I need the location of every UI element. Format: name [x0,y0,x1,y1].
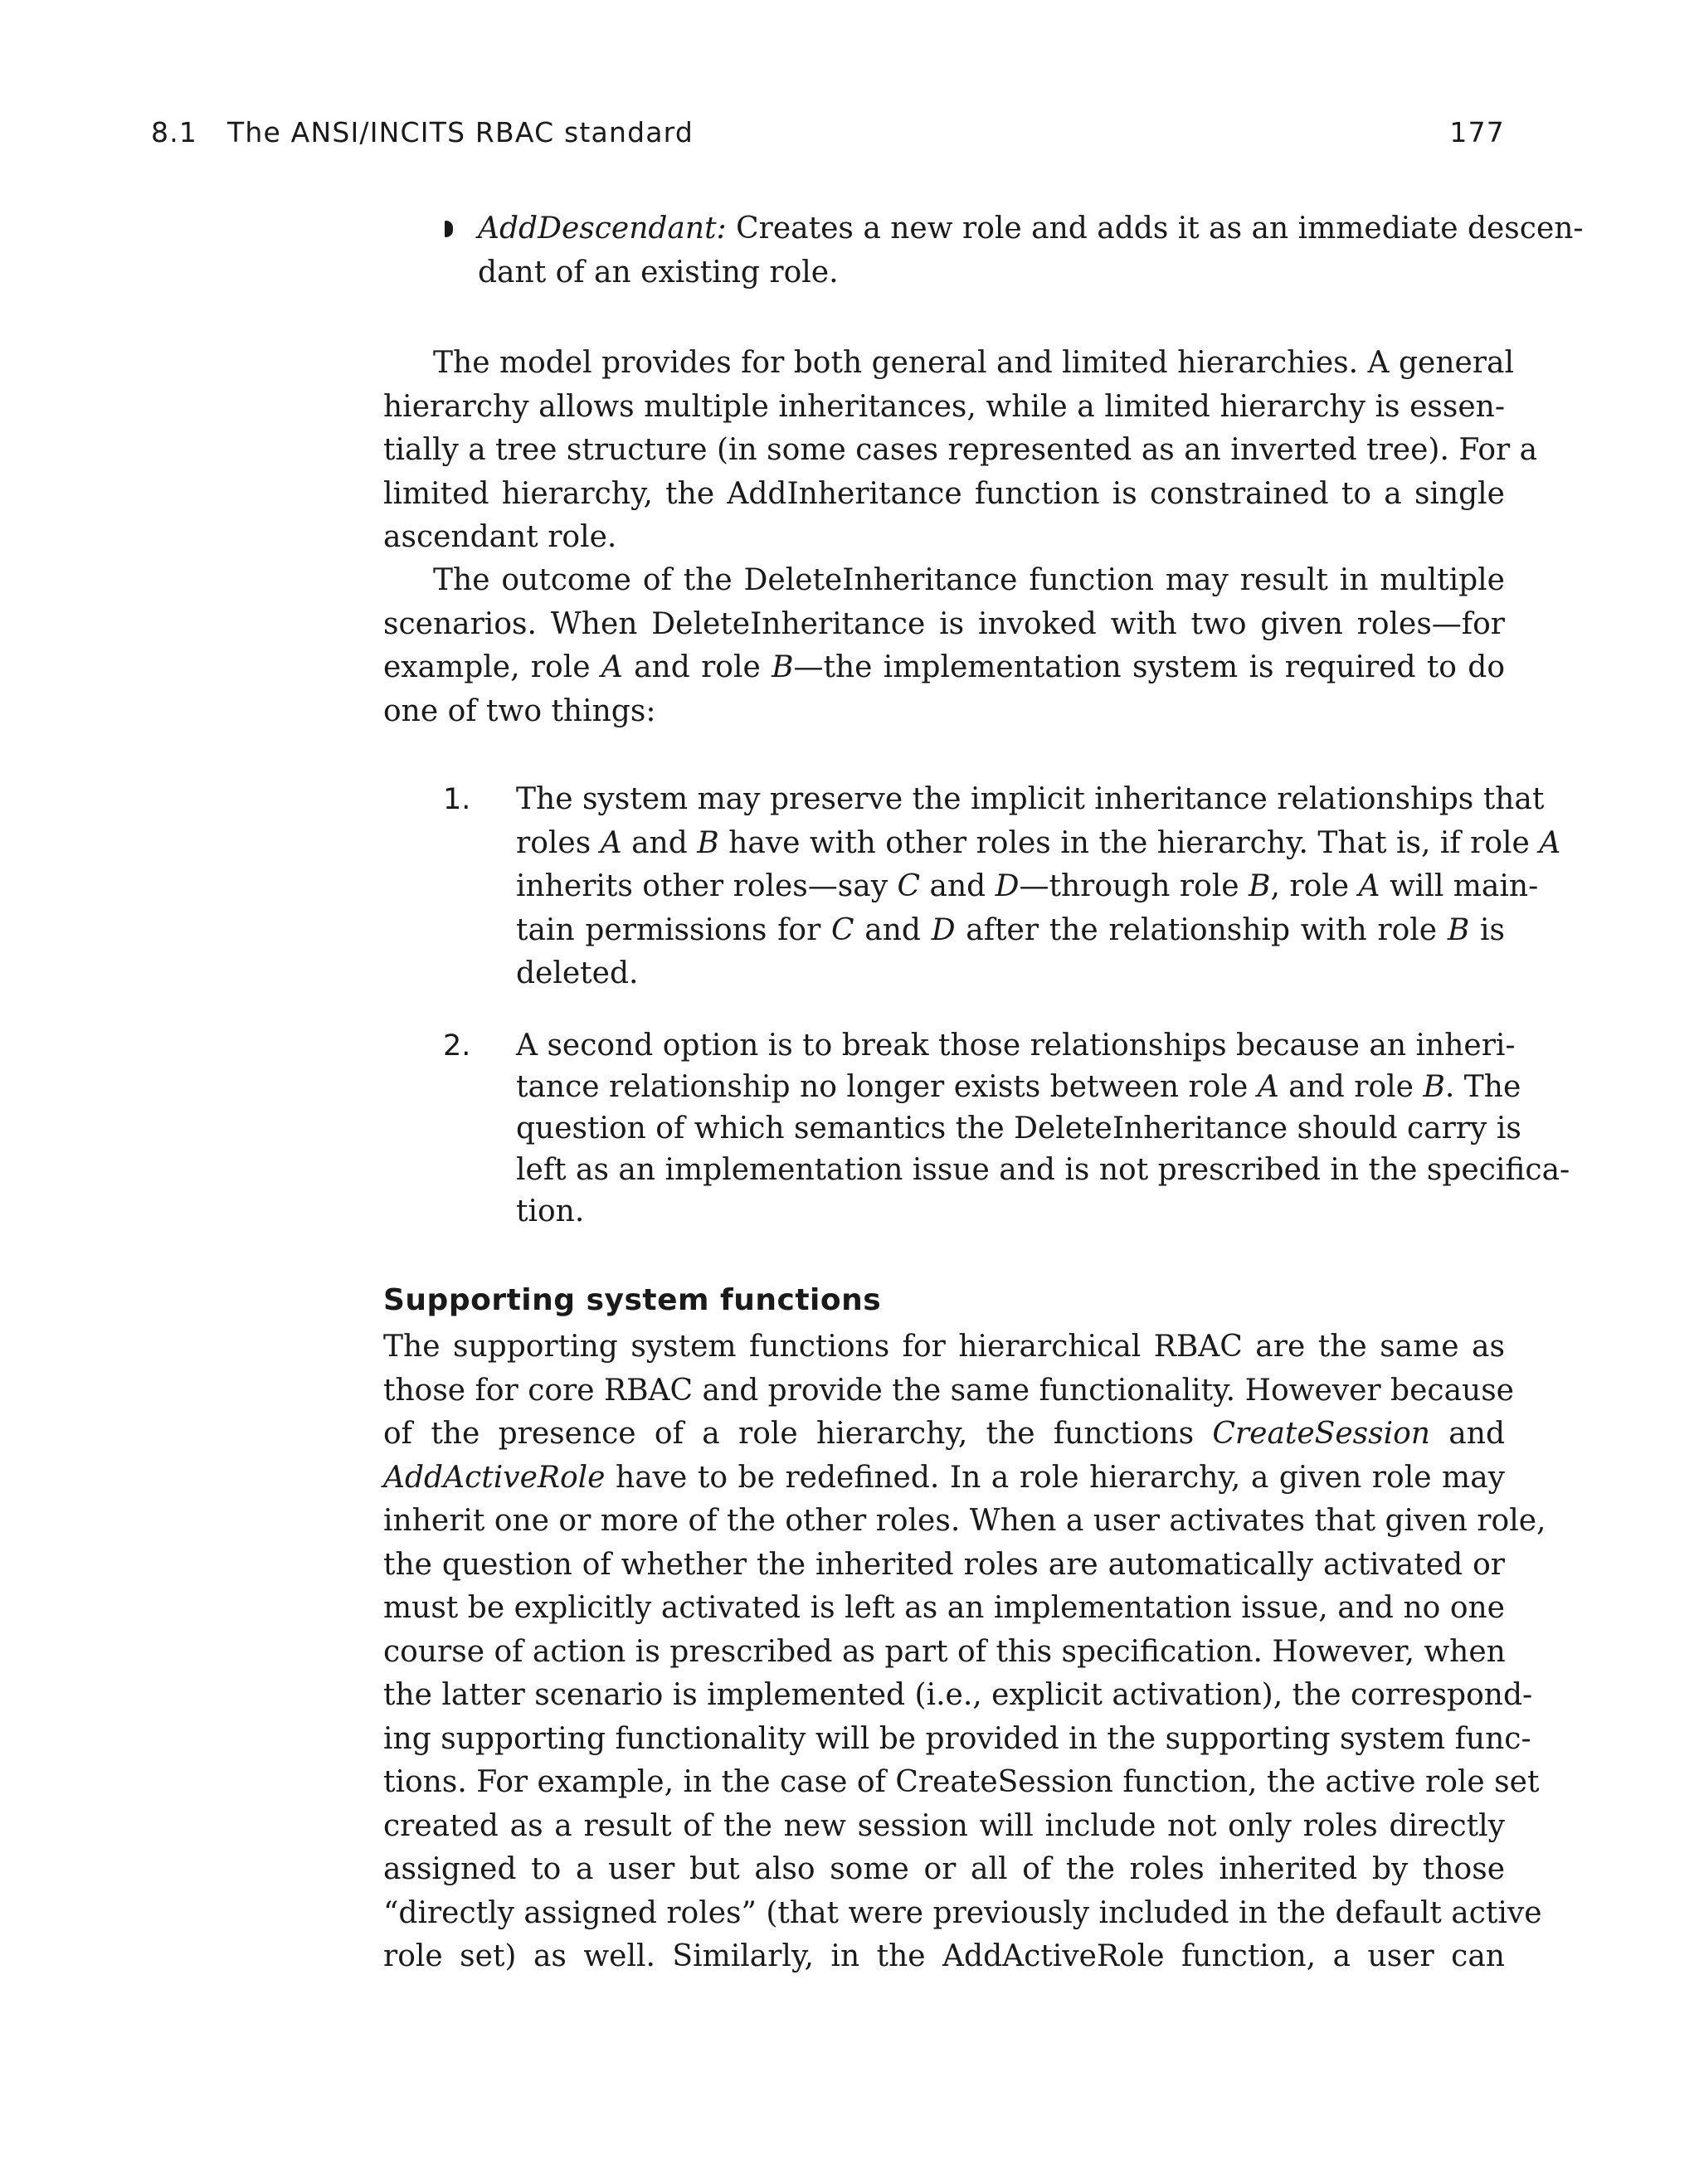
section-subheading: Supporting system functions [383,1283,882,1317]
bullet-term: AddDescendant: [478,212,727,246]
bullet-icon [445,221,453,237]
running-header [151,116,1505,158]
section-title: The ANSI/INCITS RBAC standard [227,116,694,148]
section-number: 8.1 [151,116,198,148]
list-number: 1. [443,783,471,816]
page-number: 177 [1449,116,1505,148]
bullet-item-add-descendant: AddDescendant: Creates a new role and adds it as an immediate descen- dant of an existing role. [478,207,1505,294]
paragraph-hierarchies: The model provides for both general and limited hierarchies. A general hierarchy allows multiple inheritances, while a limited hierarchy is essen- tially a tree structure (in some cases represented as an inverted tree). For a limited hierarchy, the AddInheritance function is constrained to a single ascendant role. [383,346,1538,554]
list-item-1: 1. The system may preserve the implicit inheritance relationships that roles A and B have with other roles in the hierarchy. That is, if role A inherits other roles—say C and D—through role B, role A will main- tain permissions for C and D after the relationship with role B is deleted. [516,778,1505,996]
list-item-2: 2. A second option is to break those relationships because an inheri- tance relationship no longer exists between role A and role B. The question of which semantics the DeleteInheritance should carry is left as an implementation issue and is not prescribed in the specifica- tion. [516,1025,1505,1233]
paragraph-supporting-functions: The supporting system functions for hierarchical RBAC are the same as those for core RBAC and provide the same functionality. However because of the presence of a role hierarchy, the functions CreateSession and AddActiveRole have to be redefined. In a role hierarchy, a given role may inherit one or more of the other roles. When a user activates that given role, the question of whether the inherited roles are automatically activated or must be explicitly activated is left as an implementation issue, and no one course of action is prescribed as part of this specification. However, when the latter scenario is implemented (i.e., explicit activation), the correspond- ing supporting functionality will be provided in the supporting system func- tions. For example, in the case of CreateSession function, the active role set created as a result of the new session will include not only roles directly assigned to a user but also some or all of the roles inherited by those “directly assigned roles” (that were previously included in the default active role set) as well. Similarly, in the AddActiveRole function, a user can [383,1330,1546,1973]
paragraph-delete-inheritance: The outcome of the DeleteInheritance function may result in multiple scenarios. When DeleteInheritance is invoked with two given roles—for example, role A and role B—the implementation system is required to do one of two things: [383,563,1505,728]
list-number: 2. [443,1029,471,1063]
